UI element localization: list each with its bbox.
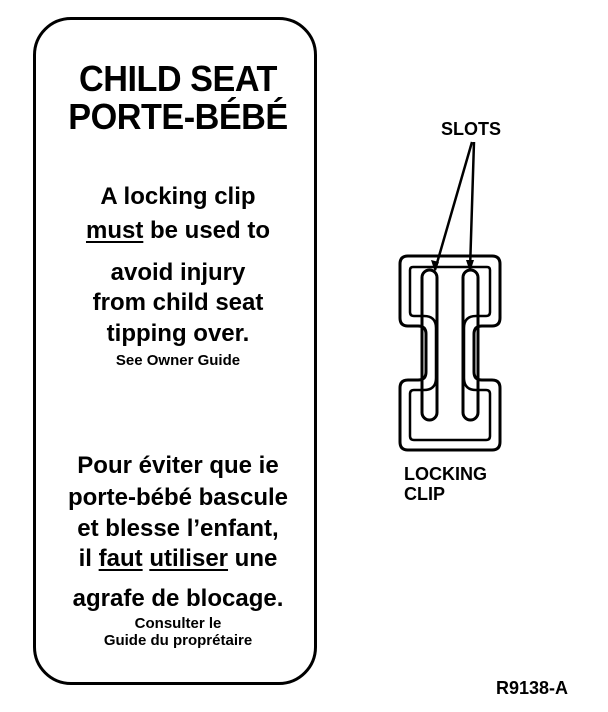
french-line-1: Pour éviter que ie [77, 452, 279, 479]
slots-leader-left [435, 142, 472, 270]
english-line-3: avoid injury [110, 259, 246, 286]
english-line-5: tipping over. [106, 320, 250, 347]
slots-leader-right [470, 142, 474, 270]
french-line-3: et blesse l’enfant, [77, 515, 279, 542]
must-emphasis: must [85, 217, 144, 244]
english-line-1: A locking clip [100, 183, 256, 210]
french-line-5: agrafe de blocage. [72, 585, 284, 612]
locking-clip-label-line-1: LOCKING [404, 464, 487, 484]
utiliser-emphasis: utiliser [149, 545, 229, 572]
english-line-2-rest: be used to [143, 217, 271, 244]
english-owner-guide-ref: See Owner Guide [115, 352, 241, 369]
english-line-4: from child seat [92, 289, 264, 316]
french-line-2: porte-bébé bascule [67, 484, 289, 511]
title-english: CHILD SEAT [79, 58, 277, 99]
french-il: il [78, 545, 99, 572]
faut-emphasis: faut [98, 545, 143, 572]
locking-clip-outline [400, 256, 500, 450]
french-guide-ref-1: Consulter le [134, 615, 222, 632]
locking-clip-label-line-2: CLIP [404, 484, 446, 504]
french-une: une [228, 545, 278, 572]
french-guide-ref-2: Guide du proprétaire [103, 632, 253, 649]
title-french: PORTE-BÉBÉ [68, 96, 288, 137]
figure-reference: R9138-A [495, 678, 568, 698]
slots-label: SLOTS [441, 119, 502, 139]
